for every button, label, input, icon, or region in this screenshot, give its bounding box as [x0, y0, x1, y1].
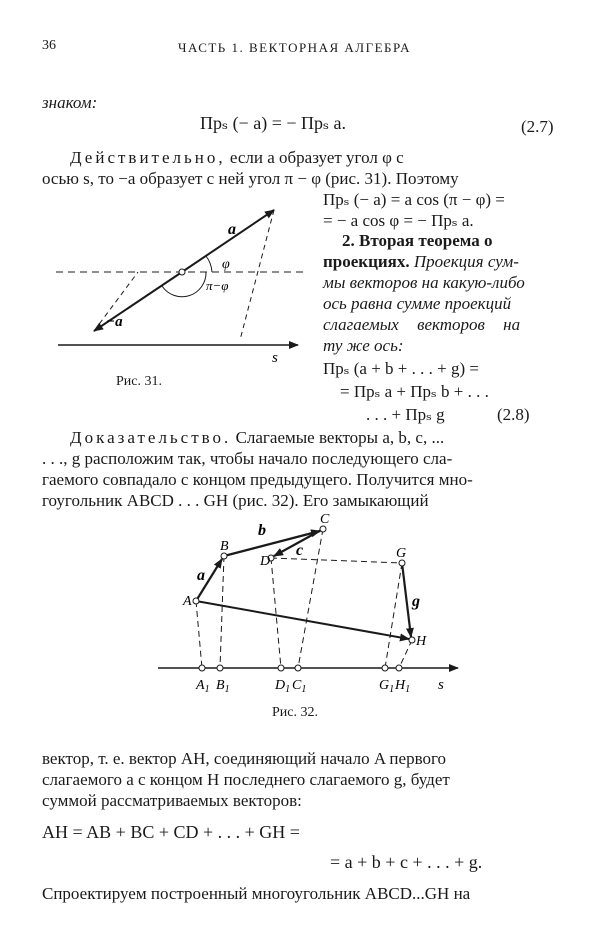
fig32-caption: Рис. 32.	[272, 705, 318, 720]
paragraph-3-line-3: суммой рассматриваемых векторов:	[42, 791, 302, 810]
label-B1-main: B	[216, 678, 225, 693]
paragraph-1-line-3: Прₛ (− a) = a cos (π − φ) =	[323, 190, 505, 209]
dash-D-G	[271, 558, 402, 563]
paragraph-1-line-2: осью s, то −a образует с ней угол π − φ (рис. 31). Поэтому	[42, 169, 459, 188]
figure-32	[150, 505, 470, 695]
fig31-arc-pi-phi	[162, 272, 206, 297]
proj-line-G	[385, 563, 402, 668]
paragraph-1-line-1-rest: если a образует угол φ с	[225, 148, 404, 167]
fig31-label-a: a	[228, 221, 236, 238]
fig31-arc-phi	[206, 256, 212, 272]
label-H1	[394, 678, 410, 695]
running-title: ЧАСТЬ 1. ВЕКТОРНАЯ АЛГЕБРА	[178, 40, 411, 55]
fig32-vector-b	[224, 531, 320, 556]
label-C1-sub: 1	[301, 684, 307, 695]
fig32-vector-g	[402, 563, 411, 637]
proj-line-A	[196, 601, 202, 668]
proj-line-D	[271, 558, 281, 668]
equation-2-8-number: (2.8)	[497, 405, 530, 424]
point-A	[193, 598, 199, 604]
point-H1	[396, 665, 402, 671]
theorem-2-line-5: слагаемых векторов на	[323, 315, 521, 334]
theorem-2-line-3: мы векторов на какую-либо	[323, 273, 525, 292]
point-H	[409, 637, 415, 643]
label-C1-main: C	[292, 678, 302, 693]
paragraph-2-line-2: . . ., g расположим так, чтобы начало последующего сла-	[42, 449, 453, 468]
fig31-origin-point	[179, 269, 185, 275]
label-G1	[379, 678, 394, 695]
spaced-word: Действительно,	[70, 148, 226, 167]
point-C1	[295, 665, 301, 671]
paragraph-3-line-1: вектор, т. е. вектор AH, соединяющий начало A первого	[42, 749, 447, 768]
label-A1-sub: 1	[204, 684, 210, 695]
paragraph-4-line-1: Спроектируем построенный многоугольник ABCD...GH на	[42, 884, 471, 903]
proj-line-H	[399, 640, 412, 668]
theorem-2-title-line-2: проекциях.	[323, 252, 410, 271]
paragraph-2-line-1	[70, 427, 444, 448]
paragraph-2-line-4: гоугольник ABCD . . . GH (рис. 32). Его замыкающий	[42, 491, 429, 510]
fig32-vector-AH	[196, 601, 409, 639]
point-B1	[217, 665, 223, 671]
fig31-label-neg-a: −a	[106, 314, 123, 330]
label-C1	[292, 678, 306, 695]
text-znakom: знаком:	[42, 93, 98, 112]
label-A: A	[183, 594, 192, 609]
label-H1-main: H	[395, 678, 406, 693]
label-G1-sub: 1	[389, 684, 395, 695]
page-number: 36	[42, 38, 56, 53]
label-C: C	[320, 512, 330, 527]
theorem-2-line-2	[323, 251, 519, 272]
label-vec-a: a	[197, 567, 205, 584]
label-H: H	[416, 634, 427, 649]
label-D1	[274, 678, 290, 695]
paragraph-1-line-4: = − a cos φ = − Прₛ a.	[323, 211, 474, 230]
label-B1	[216, 678, 230, 695]
proj-line-B	[220, 556, 224, 668]
equation-2-8-line-1: Прₛ (a + b + . . . + g) =	[323, 359, 479, 378]
equation-sum-line-1: AH = AB + BC + CD + . . . + GH =	[42, 822, 300, 842]
spaced-word-proof: Доказательство.	[70, 428, 232, 447]
label-D: D	[260, 554, 271, 569]
equation-2-7: Прₛ (− a) = − Прₛ a.	[200, 113, 347, 133]
fig32-label-s: s	[438, 677, 444, 693]
label-B1-sub: 1	[224, 684, 230, 695]
point-G1	[382, 665, 388, 671]
equation-sum-line-2: = a + b + c + . . . + g.	[330, 852, 483, 872]
point-A1	[199, 665, 205, 671]
label-G: G	[396, 546, 407, 561]
label-vec-c: c	[296, 542, 304, 559]
paragraph-2-line-3: гаемого совпадало с концом предыдущего. Получится мно-	[42, 470, 473, 489]
theorem-2-line-6: ту же ось:	[323, 336, 404, 355]
equation-2-8-line-2: = Прₛ a + Прₛ b + . . .	[340, 382, 489, 401]
theorem-2-line-4: ось равна сумме проекций	[323, 294, 512, 313]
point-D1	[278, 665, 284, 671]
label-vec-g: g	[412, 593, 420, 610]
label-A1	[195, 678, 210, 695]
label-A1-main: A	[196, 678, 205, 693]
figure-31	[50, 200, 310, 370]
label-B: B	[220, 539, 229, 554]
label-D1-main: D	[275, 678, 286, 693]
theorem-2-statement-start: Проекция сум-	[409, 252, 519, 271]
equation-2-7-number: (2.7)	[521, 117, 554, 136]
fig31-caption: Рис. 31.	[116, 374, 162, 389]
label-G1-main: G	[379, 678, 390, 693]
label-H1-sub: 1	[405, 684, 411, 695]
label-D1-sub: 1	[285, 684, 291, 695]
fig31-label-pi-phi: π−φ	[206, 278, 229, 293]
paragraph-2-line-1-rest: Слагаемые векторы a, b, c, ...	[231, 428, 445, 447]
label-vec-b: b	[258, 522, 266, 539]
equation-2-8-line-3: . . . + Прₛ g	[366, 405, 445, 424]
fig31-label-s: s	[272, 350, 278, 366]
fig31-label-phi: φ	[222, 257, 230, 272]
paragraph-3-line-2: слагаемого a с концом H последнего слагаемого g, будет	[42, 770, 450, 789]
paragraph-1-line-1	[70, 147, 404, 168]
theorem-2-title-line-1: 2. Вторая теорема о	[342, 231, 493, 250]
